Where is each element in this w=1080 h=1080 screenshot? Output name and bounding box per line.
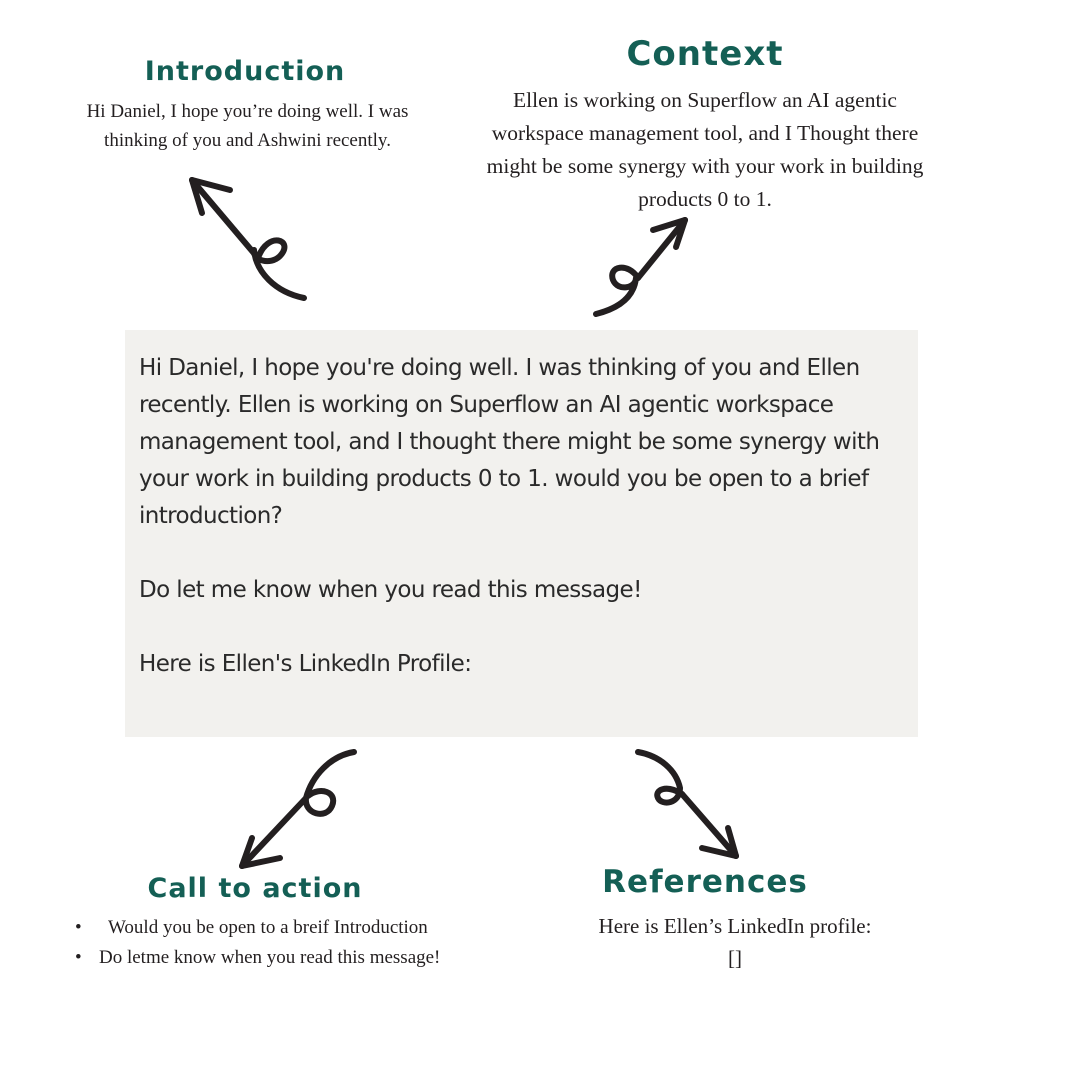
message-paragraph-reference: Here is Ellen's LinkedIn Profile: [139,651,472,677]
introduction-text: Hi Daniel, I hope you’re doing well. I was thinking of you and Ashwini recently. [86,101,409,151]
message-paragraph-cta: Do let me know when you read this message! [139,577,642,603]
references-text: Here is Ellen’s LinkedIn profile: [598,914,872,938]
message-paragraph-intro: Hi Daniel, I hope you're doing well. I was thinking of you and Ellen recently. Ellen is working on Superflow an AI agentic workspace management tool, and I thought there might be some synergy with your work in building products 0 to 1. would you be open to a brief introduction? [139,355,880,529]
references-block [560,910,910,974]
list-item: • Would you be open to a breif Introduction [75,913,505,943]
list-item: • Do letme know when you read this message! [75,943,505,973]
context-heading: Context [626,34,784,74]
context-text: Ellen is working on Superflow an AI agentic workspace management tool, and I Thought there might be some synergy with your work in building products 0 to 1. [486,88,924,211]
curly-arrow-up-right-icon [580,200,710,330]
call-to-action-list [75,913,505,973]
references-heading: References [602,864,808,900]
call-to-action-heading: Call to action [147,873,363,904]
message-box [125,330,918,737]
introduction-heading: Introduction [144,56,346,87]
curly-arrow-down-left-icon [220,740,380,880]
curly-arrow-up-left-icon [170,160,330,310]
linkedin-link-placeholder[interactable]: [] [728,946,742,970]
curly-arrow-down-right-icon [620,740,760,870]
